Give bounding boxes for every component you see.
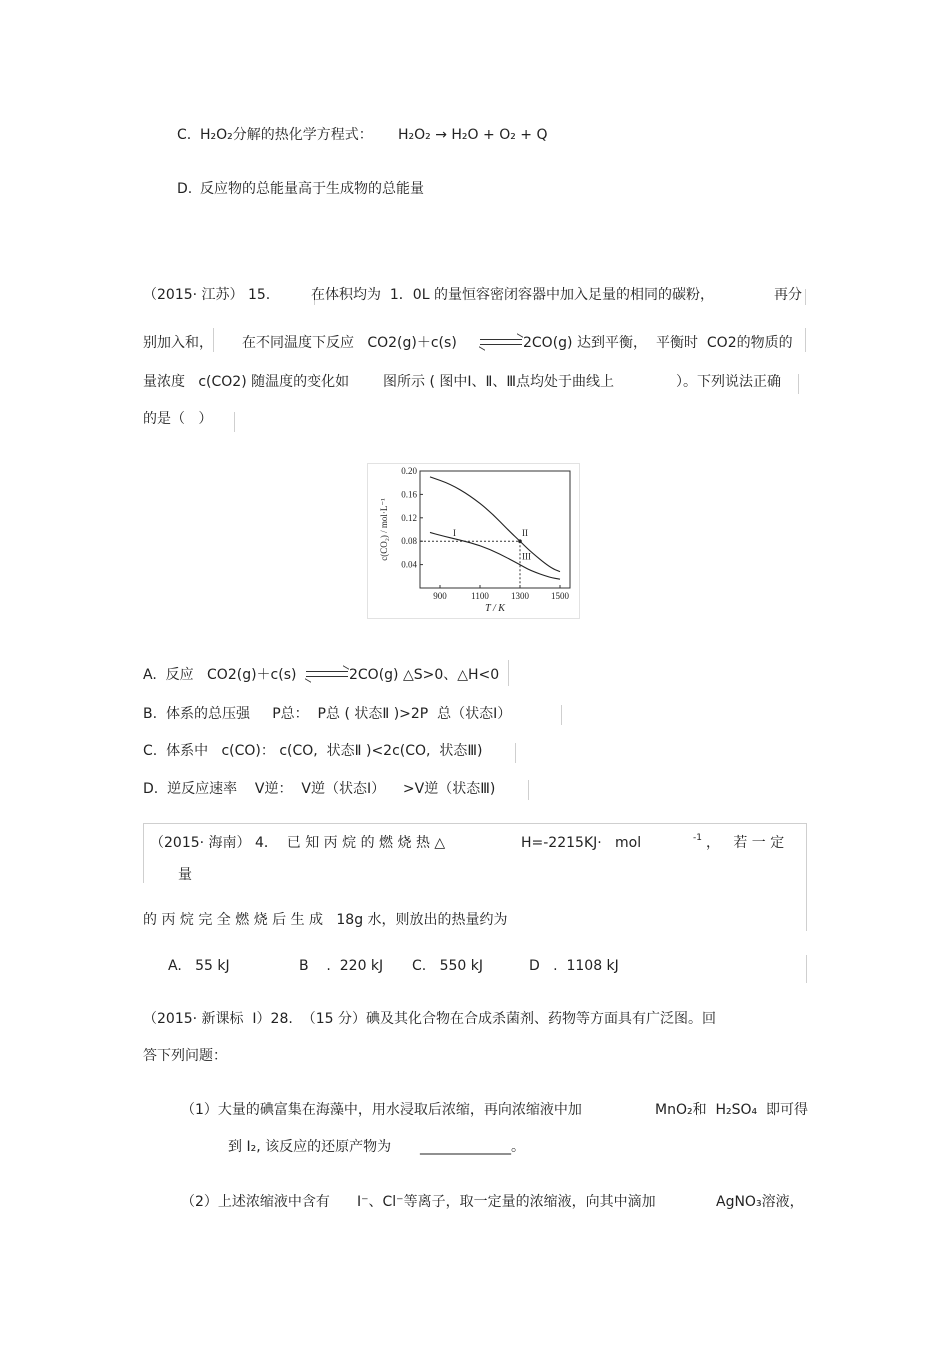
point-label-II: II [522, 528, 528, 539]
q4-option-a: A. 55 kJ [168, 958, 230, 974]
q15-line2-reaction: 在不同温度下反应 CO2(g)＋c(s) [242, 335, 457, 351]
q4-line1-sup: -1 [693, 833, 702, 843]
q15-line2-d: 平衡时 CO2的物质的 [656, 335, 793, 351]
point-marker-II [518, 539, 522, 543]
q15-line3-b: 图所示 ( 图中Ⅰ、Ⅱ、Ⅲ点均处于曲线上 [383, 374, 615, 390]
q15-line3-c: ）。下列说法正确 [676, 374, 781, 390]
y-tick-label: 0.12 [401, 512, 417, 523]
q28-line1: （2015· 新课标 Ⅰ）28. （15 分）碘及其化合物在合成杀菌剂、药物等方面具有广泛图。回 [143, 1011, 716, 1027]
q15-option-d: D. 逆反应速率 V逆： V逆（状态Ⅰ） >V逆（状态Ⅲ) [143, 781, 496, 797]
q28-p2-b: I⁻、Cl⁻等离子，取一定量的浓缩液，向其中滴加 [357, 1194, 656, 1210]
q15-option-b: B. 体系的总压强 P总： P总 ( 状态Ⅱ )>2P 总（状态Ⅰ） [143, 706, 512, 722]
q15-line1-text: 在体积均为 1．0L 的量恒容密闭容器中加入足量的相同的碳粉， [311, 287, 714, 303]
q15-option-a-product: 2CO(g) △S>0、△H<0 [349, 667, 500, 683]
q15-line4: 的是（ ） [143, 411, 213, 427]
q4-option-b: B . 220 kJ [299, 958, 384, 974]
q15-line2-a: 别加入和， [143, 335, 213, 351]
q15-option-c: C. 体系中 c(CO)： c(CO, 状态Ⅱ )<2c(CO, 状态Ⅲ) [143, 743, 483, 759]
answer-blank[interactable]: _____________。 [420, 1139, 525, 1155]
option-c-text: H₂O₂分解的热化学方程式： [200, 127, 373, 143]
x-axis-label: T / K [485, 603, 505, 614]
x-tick-label: 1300 [511, 591, 529, 601]
y-tick-label: 0.20 [401, 466, 417, 476]
option-c-label: C. [177, 127, 192, 143]
q28-p2-a: （2）上述浓缩液中含有 [181, 1194, 330, 1210]
q4-line1-a: （2015· 海南） 4． 已 知 丙 烷 的 燃 烧 热 △ [150, 835, 446, 851]
option-d-label: D. [177, 181, 193, 197]
q15-line3-a: 量浓度 c(CO2) 随温度的变化如 [143, 374, 350, 390]
x-tick-label: 1500 [551, 591, 569, 601]
equilibrium-arrow-icon [478, 334, 524, 350]
y-tick-label: 0.04 [401, 559, 417, 570]
point-label-I: I [453, 528, 456, 539]
y-tick-label: 0.08 [401, 536, 417, 547]
y-axis-label: c(CO₂) / mol·L⁻¹ [379, 498, 389, 561]
co2-concentration-chart [367, 463, 580, 619]
q15-line1-end: 再分 [774, 287, 802, 303]
q4-option-d: D . 1108 kJ [529, 958, 619, 974]
y-tick-label: 0.16 [401, 489, 417, 500]
q28-p1-b: MnO₂和 H₂SO₄ 即可得 [655, 1102, 809, 1118]
equilibrium-arrow-icon [304, 666, 350, 682]
q4-line3: 的 丙 烷 完 全 燃 烧 后 生 成 18g 水，则放出的热量约为 [143, 912, 508, 928]
q28-p2-c: AgNO₃溶液， [716, 1194, 804, 1210]
q4-line1-c: ， 若 一 定 [706, 835, 785, 851]
q28-line2: 答下列问题： [143, 1048, 227, 1064]
q4-option-c: C. 550 kJ [412, 958, 483, 974]
q28-p1-c: 到 I₂, 该反应的还原产物为 [228, 1139, 392, 1155]
q4-line2: 量 [178, 867, 192, 883]
q4-line1-b: H=-2215KJ· mol [521, 835, 642, 851]
x-tick-label: 900 [433, 591, 447, 601]
q28-p1-a: （1）大量的碘富集在海藻中，用水浸取后浓缩，再向浓缩液中加 [181, 1102, 582, 1118]
point-label-III: III [522, 551, 531, 562]
x-tick-label: 1100 [471, 591, 489, 601]
option-d-text: 反应物的总能量高于生成物的总能量 [200, 181, 424, 197]
option-c-equation: H₂O₂ → H₂O + O₂ + Q [398, 127, 548, 143]
q15-line1-source: （2015· 江苏） 15. [143, 287, 271, 303]
q15-line2-product: 2CO(g) 达到平衡， [523, 335, 647, 351]
q15-option-a: A. 反应 CO2(g)＋c(s) [143, 667, 297, 683]
